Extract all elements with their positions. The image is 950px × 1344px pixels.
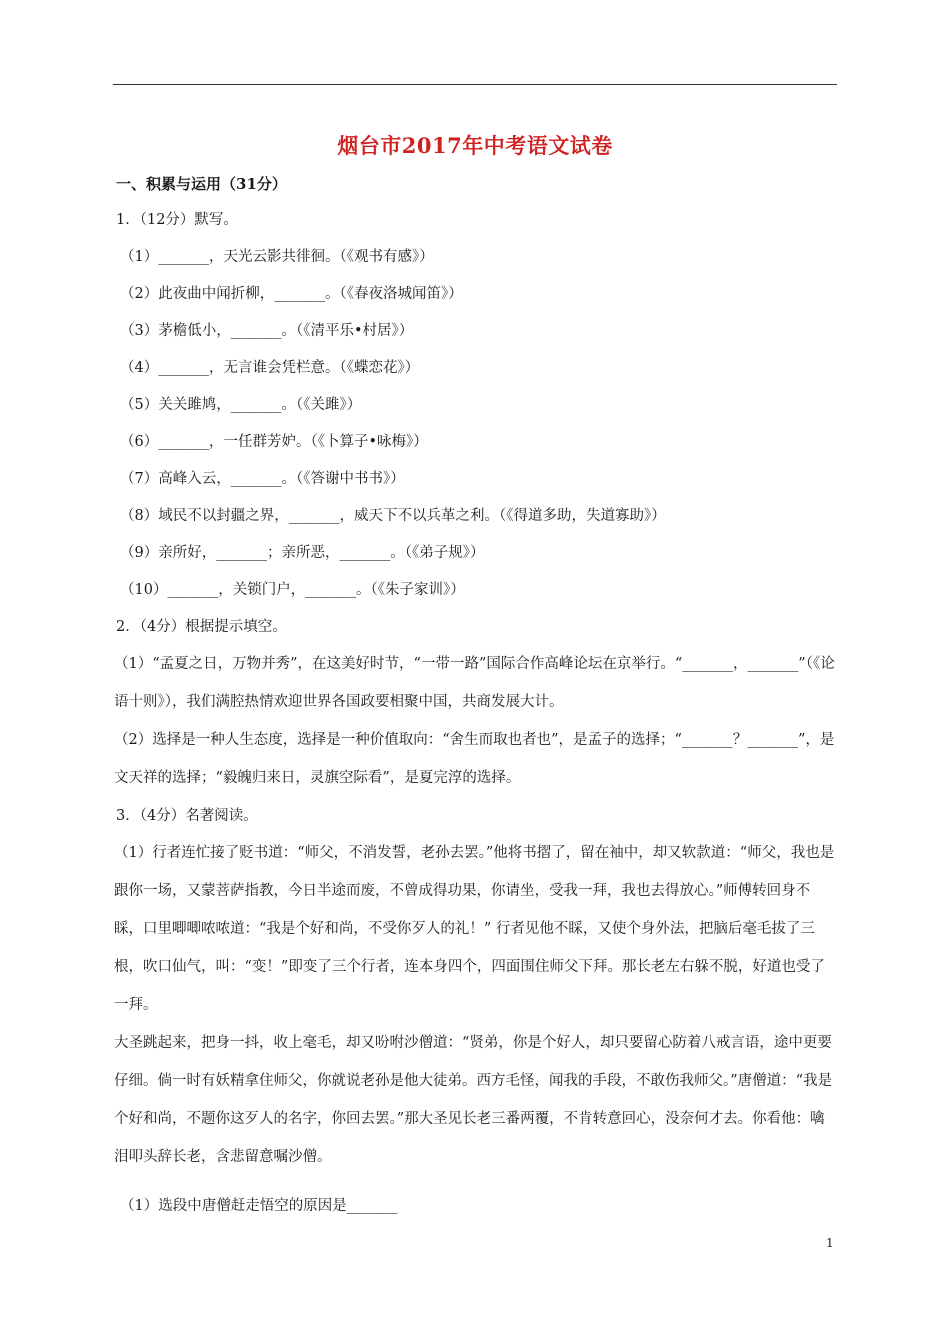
- q1-item-3: （3）茅檐低小，_______。（《清平乐•村居》）: [120, 323, 414, 339]
- q1-item-6: （6）_______，一任群芳妒。（《卜算子•咏梅》）: [120, 434, 428, 450]
- q3-sub-question-1: （1）选段中唐僧赶走悟空的原因是_______: [120, 1198, 398, 1214]
- q2-paragraph-2: （2）选择是一种人生态度，选择是一种价值取向：“舍生而取也者也”，是孟子的选择；“_______？_______”，是文天祥的选择；“毅魄归来日，灵旗空际看”，是夏完淳的选择。: [114, 732, 835, 786]
- q3-passage-2: 大圣跳起来，把身一抖，收上毫毛，却又吩咐沙僧道：“贤弟，你是个好人，却只要留心防着八戒言语，途中更要仔细。倘一时有妖精拿住师父，你就说老孙是他大徒弟。西方毛怪，闻我的手段，不敢伤我师父。”唐僧道：“我是个好和尚，不题你这歹人的名字，你回去罢。”那大圣见长老三番两覆，不肯转意回心，没奈何才去。你看他：噙泪叩头辞长老，含悲留意嘱沙僧。: [114, 1035, 833, 1165]
- q2-paragraph-1: （1）“孟夏之日，万物并秀”，在这美好时节，“一带一路”国际合作高峰论坛在京举行。“_______，_______”（《论语十则》），我们满腔热情欢迎世界各国政要相聚中国，共商发展大计。: [114, 656, 835, 710]
- question-2-stem: 2．（4分）根据提示填空。: [116, 619, 287, 635]
- q1-item-7: （7）高峰入云，_______。（《答谢中书书》）: [120, 471, 405, 487]
- q1-item-4: （4）_______，无言谁会凭栏意。（《蝶恋花》）: [120, 360, 420, 376]
- section-heading: 一、积累与运用（31分）: [116, 175, 287, 193]
- q1-item-10: （10）_______，关锁门户，_______。（《朱子家训》）: [120, 582, 465, 598]
- q1-item-2: （2）此夜曲中闻折柳，_______。（《春夜洛城闻笛》）: [120, 286, 463, 302]
- q1-item-9: （9）亲所好，_______；亲所恶，_______。（《弟子规》）: [120, 545, 485, 561]
- page-number: 1: [826, 1236, 834, 1250]
- q1-item-5: （5）关关雎鸠，_______。（《关雎》）: [120, 397, 362, 413]
- q1-item-8: （8）域民不以封疆之界，_______，威天下不以兵革之利。（《得道多助，失道寡助》）: [120, 508, 666, 524]
- question-1-stem: 1．（12分）默写。: [116, 212, 238, 228]
- q1-item-1: （1）_______，天光云影共徘徊。（《观书有感》）: [120, 249, 434, 265]
- page-title: 烟台市2017年中考语文试卷: [337, 133, 613, 158]
- q3-passage-1: （1）行者连忙接了贬书道：“师父，不消发誓，老孙去罢。”他将书摺了，留在袖中，却又软款道：“师父，我也是跟你一场，又蒙菩萨指教，今日半途而废，不曾成得功果，你请坐，受我一拜，我也去得放心。”师傅转回身不睬，口里唧唧哝哝道：“我是个好和尚，不受你歹人的礼！” 行者见他不睬，又使个身外法，把脑后毫毛拔了三根，吹口仙气，叫：“变！”即变了三个行者，连本身四个，四面围住师父下拜。那长老左右躲不脱，好道也受了一拜。: [114, 845, 835, 1013]
- header-rule: [113, 84, 837, 85]
- question-3-stem: 3．（4分）名著阅读。: [116, 808, 258, 824]
